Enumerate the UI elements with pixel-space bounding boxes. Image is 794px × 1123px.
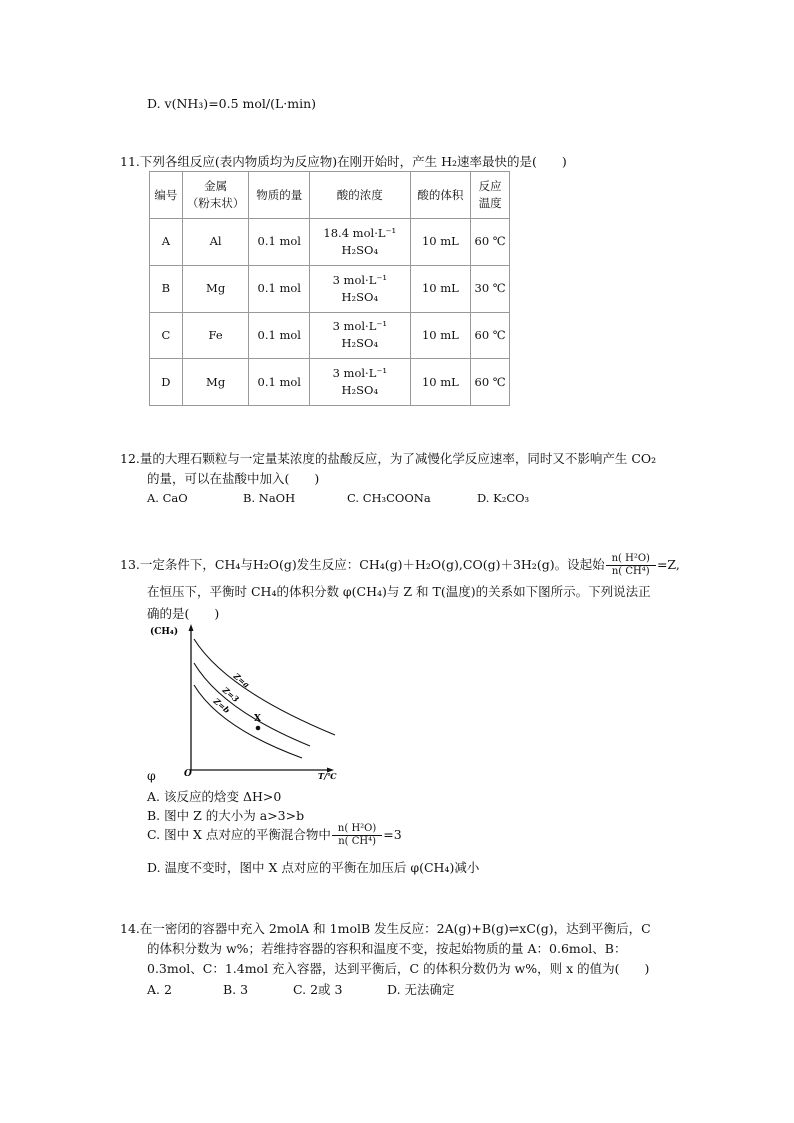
q14-line3: 0.3mol、C：1.4mol 充入容器，达到平衡后，C 的体积分数仍为 w%，则 x 的值为( ): [147, 961, 650, 976]
q12-line1: 12.量的大理石颗粒与一定量某浓度的盐酸反应，为了减慢化学反应速率，同时又不影响产生 CO₂: [120, 451, 657, 466]
q13-ratio-fraction: [606, 553, 656, 578]
fraction-denominator: n( CH⁴): [611, 566, 650, 577]
cell-id: A: [150, 219, 183, 266]
q11-stem: 11.下列各组反应(表内物质均为反应物)在刚开始时，产生 H₂速率最快的是( ): [120, 154, 567, 169]
q14-options: [147, 980, 455, 998]
header-acid-volume: 酸的体积: [410, 172, 471, 219]
cell-amount: 0.1 mol: [249, 219, 310, 266]
graph-curve-z-3: [194, 663, 310, 746]
cell-id: C: [150, 312, 183, 359]
q13-line2: 在恒压下，平衡时 CH₄的体积分数 φ(CH₄)与 Z 和 T(温度)的关系如下图所示。下列说法正: [147, 584, 651, 599]
table-row: [150, 219, 510, 266]
graph-label-z-a: Z=a: [231, 670, 252, 690]
header-temperature: 反应 温度: [471, 172, 510, 219]
q10-option-d: D. v(NH₃)=0.5 mol/(L·min): [147, 96, 317, 111]
header-id: 编号: [150, 172, 183, 219]
q14-option-a: A. 2: [147, 982, 172, 997]
cell-acid-conc: 3 mol·L⁻¹ H₂SO₄: [310, 312, 410, 359]
table-header-row: [150, 172, 510, 219]
cell-amount: 0.1 mol: [249, 265, 310, 312]
q14-option-d: D. 无法确定: [387, 982, 455, 997]
cell-acid-conc: 3 mol·L⁻¹ H₂SO₄: [310, 359, 410, 406]
table-row: [150, 312, 510, 359]
q13-line1-tail: =Z,: [656, 557, 680, 572]
cell-id: D: [150, 359, 183, 406]
cell-temp: 60 ℃: [471, 359, 510, 406]
graph-curve-z-b: [194, 685, 302, 758]
cell-volume: 10 mL: [410, 265, 471, 312]
q12-options: [147, 491, 529, 505]
cell-volume: 10 mL: [410, 312, 471, 359]
graph-point-x-label: X: [254, 714, 261, 724]
cell-amount: 0.1 mol: [249, 312, 310, 359]
q12-line2: 的量，可以在盐酸中加入( ): [147, 471, 320, 486]
graph-phi-label: φ: [147, 768, 156, 783]
graph-x-axis-label: T/℃: [318, 771, 337, 781]
q13-option-c-text: C. 图中 X 点对应的平衡混合物中: [147, 827, 331, 842]
q13-line1-text: 13.一定条件下，CH₄与H₂O(g)发生反应：CH₄(g)＋H₂O(g),CO(g)＋3H₂(g)。设起始: [120, 557, 605, 572]
q14-option-c: C. 2或 3: [293, 982, 343, 997]
q13-option-a: A. 该反应的焓变 ΔH>0: [147, 789, 282, 804]
q13-graph: [144, 622, 344, 782]
cell-volume: 10 mL: [410, 219, 471, 266]
cell-volume: 10 mL: [410, 359, 471, 406]
q13-option-c-fraction: [332, 823, 382, 848]
q14-line2: 的体积分数为 w%；若维持容器的容积和温度不变，按起始物质的量 A：0.6mol、B：: [147, 941, 627, 956]
q13-line1: [120, 553, 680, 578]
q12-option-b: B. NaOH: [243, 491, 296, 505]
q14-line1: 14.在一密闭的容器中充入 2molA 和 1molB 发生反应：2A(g)+B(g)⇌xC(g)，达到平衡后，C: [120, 921, 651, 936]
graph-origin-label: O: [184, 769, 192, 779]
fraction-numerator: n( H²O): [332, 823, 382, 836]
table-row: [150, 359, 510, 406]
graph-point-x: [256, 726, 261, 731]
q13-option-d: D. 温度不变时，图中 X 点对应的平衡在加压后 φ(CH₄)减小: [147, 860, 480, 875]
cell-temp: 60 ℃: [471, 219, 510, 266]
cell-temp: 30 ℃: [471, 265, 510, 312]
fraction-numerator: n( H²O): [606, 553, 656, 566]
header-amount: 物质的量: [249, 172, 310, 219]
q13-option-c: [147, 823, 402, 848]
q12-option-c: C. CH₃COONa: [347, 491, 431, 505]
q13-line3: 确的是( ): [147, 606, 220, 621]
q14-option-b: B. 3: [223, 982, 249, 997]
cell-metal: Mg: [182, 265, 249, 312]
q13-option-b: B. 图中 Z 的大小为 a>3>b: [147, 808, 305, 823]
cell-temp: 60 ℃: [471, 312, 510, 359]
cell-metal: Fe: [182, 312, 249, 359]
cell-metal: Mg: [182, 359, 249, 406]
header-metal: 金属 （粉末状）: [182, 172, 249, 219]
graph-y-axis-label: (CH₄): [150, 627, 179, 637]
graph-label-z-3: Z=3: [220, 684, 242, 705]
graph-label-z-b: Z=b: [211, 695, 233, 716]
fraction-denominator: n( CH⁴): [338, 836, 376, 847]
table-row: [150, 265, 510, 312]
q13-option-c-tail: =3: [383, 827, 402, 842]
q12-option-a: A. CaO: [147, 491, 188, 505]
header-acid-conc: 酸的浓度: [310, 172, 410, 219]
cell-id: B: [150, 265, 183, 312]
graph-curve-z-a: [194, 639, 335, 735]
q11-table: [149, 171, 510, 406]
cell-acid-conc: 3 mol·L⁻¹ H₂SO₄: [310, 265, 410, 312]
q12-option-d: D. K₂CO₃: [477, 491, 530, 505]
cell-metal: Al: [182, 219, 249, 266]
graph-y-arrow-icon: [189, 624, 194, 631]
cell-acid-conc: 18.4 mol·L⁻¹ H₂SO₄: [310, 219, 410, 266]
cell-amount: 0.1 mol: [249, 359, 310, 406]
